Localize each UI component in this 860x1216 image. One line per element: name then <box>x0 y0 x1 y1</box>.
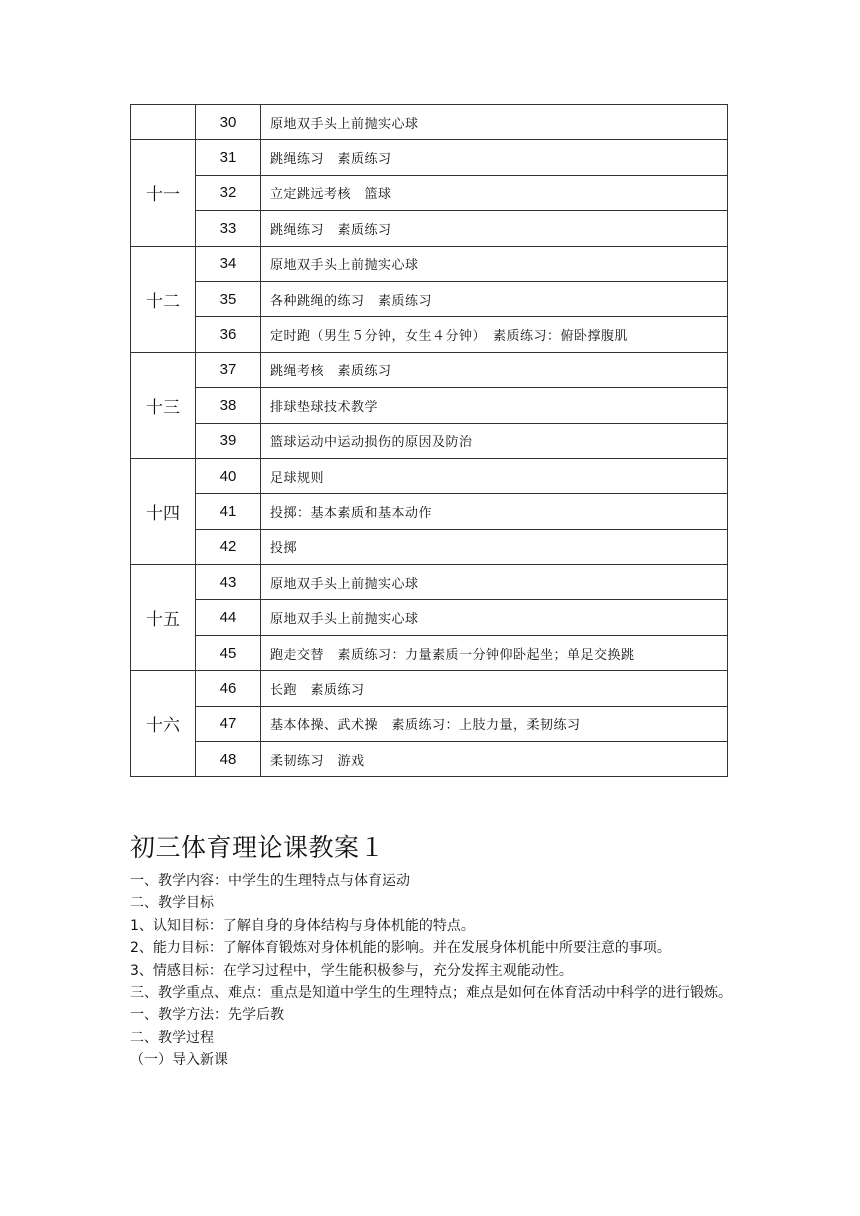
table-row <box>131 211 728 246</box>
lesson-content: 足球规则 <box>261 458 728 493</box>
week-cell: 十三 <box>131 352 196 458</box>
lesson-number: 43 <box>196 565 261 600</box>
lesson-content: 基本体操、武术操 素质练习：上肢力量，柔韧练习 <box>261 706 728 741</box>
table-row <box>131 281 728 316</box>
lesson-number: 45 <box>196 635 261 670</box>
lesson-number: 33 <box>196 211 261 246</box>
week-cell: 十二 <box>131 246 196 352</box>
lesson-number: 35 <box>196 281 261 316</box>
lesson-number: 40 <box>196 458 261 493</box>
table-row <box>131 635 728 670</box>
lesson-content: 原地双手头上前抛实心球 <box>261 105 728 140</box>
table-row <box>131 246 728 281</box>
lesson-content: 跳绳练习 素质练习 <box>261 140 728 175</box>
lesson-number: 31 <box>196 140 261 175</box>
lesson-content: 原地双手头上前抛实心球 <box>261 565 728 600</box>
ability-objective: 2、能力目标：了解体育锻炼对身体机能的影响。并在发展身体机能中所要注意的事项。 <box>130 940 671 957</box>
lesson-content: 跳绳考核 素质练习 <box>261 352 728 387</box>
lesson-number: 47 <box>196 706 261 741</box>
emotional-objective: 3、情感目标：在学习过程中，学生能积极参与，充分发挥主观能动性。 <box>130 962 573 979</box>
lesson-content: 原地双手头上前抛实心球 <box>261 600 728 635</box>
lesson-plan-title: 初三体育理论课教案１ <box>130 833 386 862</box>
lesson-number: 41 <box>196 494 261 529</box>
table-row <box>131 600 728 635</box>
lesson-content: 定时跑（男生５分钟，女生４分钟） 素质练习：俯卧撑腹肌 <box>261 317 728 352</box>
table-row <box>131 175 728 210</box>
lesson-number: 36 <box>196 317 261 352</box>
lesson-number: 48 <box>196 742 261 777</box>
table-row <box>131 494 728 529</box>
table-row <box>131 105 728 140</box>
table-row <box>131 706 728 741</box>
lesson-number: 30 <box>196 105 261 140</box>
table-row <box>131 742 728 777</box>
lesson-number: 39 <box>196 423 261 458</box>
week-cell <box>131 105 196 140</box>
lesson-content: 原地双手头上前抛实心球 <box>261 246 728 281</box>
lesson-number: 32 <box>196 175 261 210</box>
table-row <box>131 423 728 458</box>
table-row <box>131 671 728 706</box>
week-cell: 十六 <box>131 671 196 777</box>
week-cell: 十一 <box>131 140 196 246</box>
table-row <box>131 140 728 175</box>
lesson-content: 跑走交替 素质练习：力量素质一分钟仰卧起坐；单足交换跳 <box>261 635 728 670</box>
lesson-content: 长跑 素质练习 <box>261 671 728 706</box>
table-row <box>131 565 728 600</box>
table-row <box>131 352 728 387</box>
lesson-number: 46 <box>196 671 261 706</box>
content-line: 一、教学内容：中学生的生理特点与体育运动 <box>130 873 410 889</box>
week-cell: 十五 <box>131 565 196 671</box>
key-points-line: 三、教学重点、难点：重点是知道中学生的生理特点；难点是如何在体育活动中科学的进行锻炼。 <box>130 985 732 1002</box>
lesson-content: 立定跳远考核 篮球 <box>261 175 728 210</box>
table-row <box>131 317 728 352</box>
week-cell: 十四 <box>131 458 196 564</box>
lesson-content: 投掷 <box>261 529 728 564</box>
table-row <box>131 529 728 564</box>
lesson-plan <box>130 828 740 1072</box>
lesson-number: 44 <box>196 600 261 635</box>
cognitive-objective: 1、认知目标：了解自身的身体结构与身体机能的特点。 <box>130 917 475 934</box>
objectives-heading: 二、教学目标 <box>130 895 214 912</box>
lesson-number: 37 <box>196 352 261 387</box>
table-row <box>131 388 728 423</box>
table-row <box>131 458 728 493</box>
lesson-content: 投掷：基本素质和基本动作 <box>261 494 728 529</box>
method-line: 一、教学方法：先学后教 <box>130 1007 284 1024</box>
lesson-content: 排球垫球技术教学 <box>261 388 728 423</box>
lesson-content: 柔韧练习 游戏 <box>261 742 728 777</box>
lesson-content: 各种跳绳的练习 素质练习 <box>261 281 728 316</box>
lesson-content: 篮球运动中运动损伤的原因及防治 <box>261 423 728 458</box>
process-heading: 二、教学过程 <box>130 1029 214 1046</box>
schedule-table <box>130 104 728 777</box>
lesson-number: 38 <box>196 388 261 423</box>
lesson-number: 34 <box>196 246 261 281</box>
lesson-number: 42 <box>196 529 261 564</box>
lesson-content: 跳绳练习 素质练习 <box>261 211 728 246</box>
intro-subheading: （一）导入新课 <box>130 1052 228 1069</box>
